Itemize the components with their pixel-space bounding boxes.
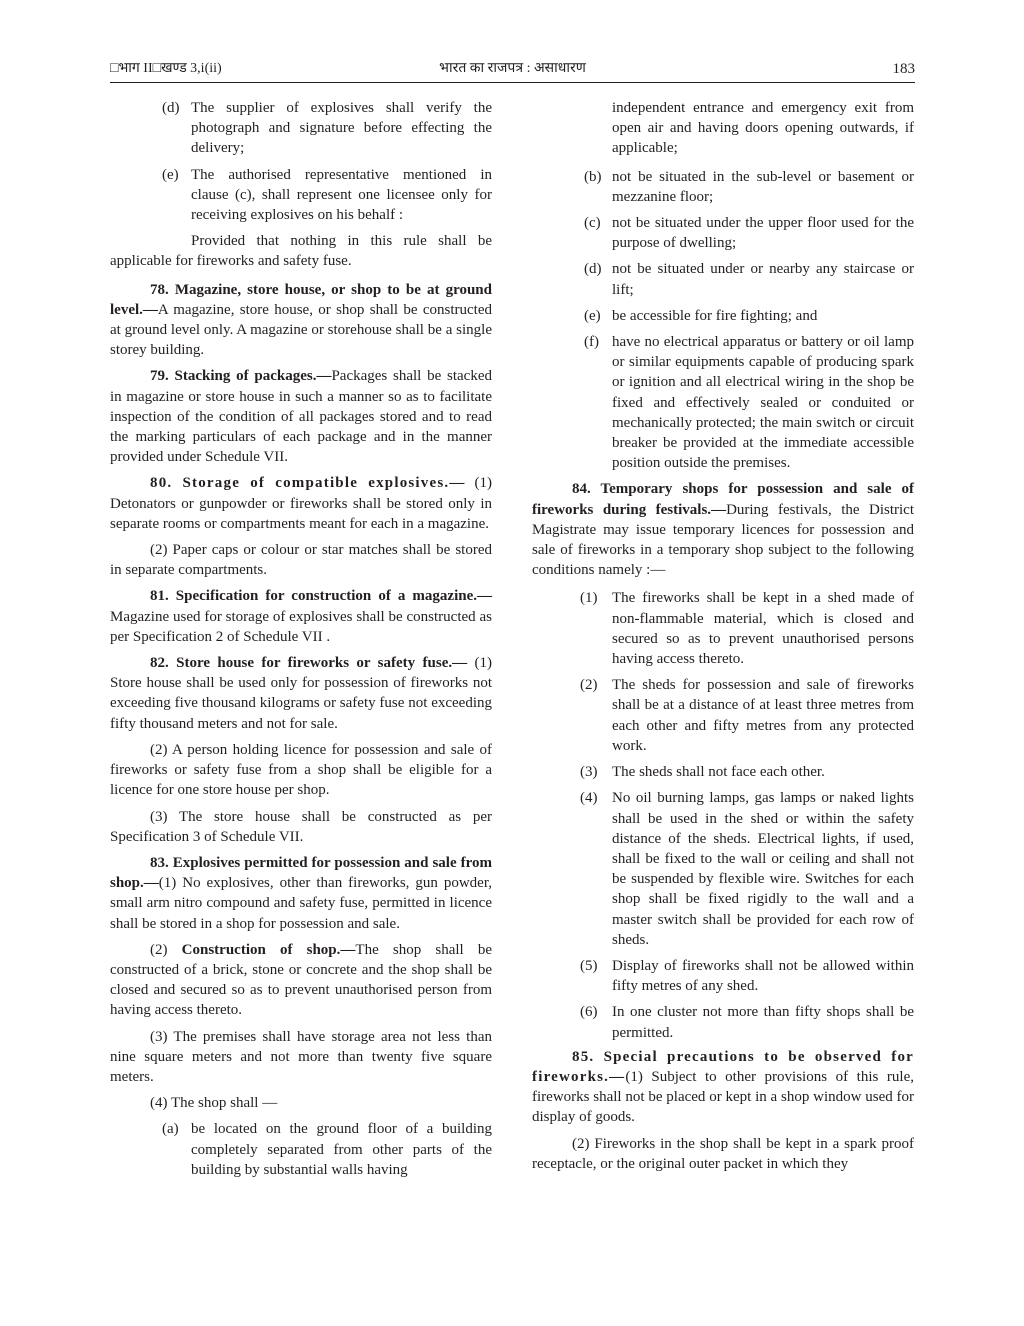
subrule-heading: Construction of shop.— [181,941,356,958]
rule-text: (2) Paper caps or colour or star matches shall be stored in separate compartments. [110,542,492,579]
part-section-label: □भाग II□खण्ड 3,i(ii) [110,61,222,76]
rule-heading: 81. Specification for construction of a magazine.— [150,588,492,605]
condition-label: (6) [580,1004,598,1021]
clause-e [110,165,492,226]
clause-text: The authorised representative mentioned in clause (c), shall represent one licensee only for receiving explosives on his behalf : [191,166,492,224]
rule-82 [110,653,492,734]
condition-5 [532,956,914,996]
rule-heading: 79. Stacking of packages.— [150,368,332,385]
proviso-text: Provided that nothing in this rule shall be applicable for fireworks and safety fuse. [110,233,492,270]
clause-e [532,306,914,326]
rule-81 [110,586,492,647]
clause-label: (d) [162,100,180,116]
clause-text: not be situated under the upper floor used for the purpose of dwelling; [612,215,914,252]
rule-text: (1) No explosives, other than fireworks, gun powder, small arm nitro compound and safety fuse, permitted in licence shall be stored in a shop for possession and sale. [110,875,492,932]
condition-label: (3) [580,764,598,781]
clause-text: be located on the ground floor of a building completely separated from other parts of the building by substantial walls having [191,1121,492,1178]
clause-a-continued [532,98,914,159]
clause-label: (d) [584,261,602,278]
condition-text: The sheds for possession and sale of fireworks shall be at a distance of at least three metres from each other and fifty metres from any protected work. [612,677,914,754]
rule-80-2 [110,540,492,580]
clause-d [532,259,914,299]
condition-label: (4) [580,790,598,807]
condition-text: The sheds shall not face each other. [612,764,825,781]
clause-label: (c) [584,215,601,232]
condition-4 [532,788,914,950]
rule-83-2 [110,940,492,1021]
clause-text: have no electrical apparatus or battery or oil lamp or similar equipments capable of producing spark or ignition and all electrical wiring in the shop be fixed and effectively sealed or conduited or mechanically protected; the main switch or circuit breaker be provided at the immediate accessible position outside the premises. [612,334,914,472]
clause-text: be accessible for fire fighting; and [612,307,818,324]
rule-83-4 [110,1093,492,1113]
condition-text: In one cluster not more than fifty shops shall be permitted. [612,1004,914,1041]
rule-text: (2) [150,941,182,958]
rule-85 [532,1047,914,1128]
rule-83-3 [110,1027,492,1088]
clause-label: (b) [584,168,602,185]
clause-b [532,167,914,207]
rule-text: (1) Subject to other provisions of this rule, fireworks shall not be placed or kept in a shop window used for display of goods. [532,1068,914,1126]
clause-label: (f) [584,334,599,351]
rule-78 [110,280,492,361]
rule-heading: 84. Temporary shops for possession and sale of fireworks during festivals.— [532,481,914,518]
rule-text: During festivals, the District Magistrate may issue temporary licences for possession and sale of fireworks in a temporary shop subject to the following conditions namely :— [532,501,914,579]
rule-heading: 82. Store house for fireworks or safety fuse.— [150,655,468,672]
running-header [110,58,915,80]
clause-label: (e) [162,166,179,183]
rule-text: Magazine used for storage of explosives shall be constructed as per Specification 2 of Schedule VII . [110,608,492,645]
rule-text: (3) The store house shall be constructed as per Specification 3 of Schedule VII. [110,808,492,845]
rule-text: (1) Detonators or gunpowder or fireworks shall be stored only in separate rooms or compartments meant for each in a magazine. [110,475,492,532]
condition-text: Display of fireworks shall not be allowed within fifty metres of any shed. [612,957,914,995]
condition-label: (5) [580,957,598,974]
clause-text: not be situated under or nearby any staircase or lift; [612,261,914,298]
rule-79 [110,366,492,467]
rule-text: (2) A person holding licence for possession and sale of fireworks or safety fuse from a shop shall be eligible for a licence for one store house per shop. [110,741,492,799]
rule-80 [110,473,492,534]
right-column [532,98,914,1180]
clause-label: (a) [162,1121,179,1138]
proviso [110,231,492,271]
condition-text: No oil burning lamps, gas lamps or naked lights shall be used in the shed or within the safety distance of the sheds. Electrical lights, if used, shall be fixed to the wall or ceiling and shall not be suspended by flexible wire. Switches for each shop shall be fixed rigidly to the wall and a master switch shall be provided for each row of sheds. [612,790,914,948]
rule-82-3 [110,807,492,847]
rule-text: The shop shall be constructed of a brick, stone or concrete and the shop shall be closed and secured so as to prevent unauthorised person from having access thereto. [110,941,493,1019]
left-column [110,98,492,1186]
gazette-title: भारत का राजपत्र : असाधारण [439,61,586,76]
clause-text: The supplier of explosives shall verify the photograph and signature before effecting the delivery; [191,100,492,157]
rule-text: (3) The premises shall have storage area not less than nine square meters and not more than twenty five square meters. [110,1028,492,1085]
rule-text: A magazine, store house, or shop shall be constructed at ground level only. A magazine or storehouse shall be a single storey building. [110,301,492,359]
page-number: 183 [892,61,915,77]
clause-c [532,213,914,253]
condition-3 [532,762,914,782]
clause-text: not be situated in the sub-level or basement or mezzanine floor; [612,168,914,205]
rule-text: (4) The shop shall — [150,1095,278,1112]
rule-heading: 78. Magazine, store house, or shop to be at ground level.— [110,281,492,318]
condition-1 [532,588,914,669]
rule-85-2 [532,1134,914,1174]
rule-heading: 80. Storage of compatible explosives.— [150,475,466,492]
rule-heading: 85. Special precautions to be observed for fireworks.— [532,1048,914,1085]
clause-label: (e) [584,307,601,324]
clause-text: independent entrance and emergency exit from open air and having doors opening outwards, if applicable; [612,100,914,157]
rule-82-2 [110,740,492,801]
condition-2 [532,675,914,756]
clause-a [110,1119,492,1180]
rule-84 [532,479,914,580]
condition-label: (2) [580,677,598,694]
rule-text: (1) Store house shall be used only for possession of fireworks not exceeding five thousand kilograms or safety fuse not exceeding fifty thousand meters and not for sale. [110,655,492,732]
clause-d [110,98,492,159]
rule-heading: 83. Explosives permitted for possession and sale from shop.— [110,854,492,892]
rule-text: Packages shall be stacked in magazine or store house in such a manner so as to facilitate inspection of the condition of all packages stored and to read the marking particulars of each package and in the manner provided under Schedule VII. [110,368,492,466]
condition-text: The fireworks shall be kept in a shed made of non-flammable material, which is closed and secured so as to prevent unauthorised persons having access thereto. [612,590,914,668]
rule-83 [110,853,492,934]
condition-6 [532,1002,914,1042]
header-rule [110,82,915,83]
clause-f [532,332,914,473]
rule-text: (2) Fireworks in the shop shall be kept in a spark proof receptacle, or the original outer packet in which they [532,1135,914,1172]
condition-label: (1) [580,590,598,607]
